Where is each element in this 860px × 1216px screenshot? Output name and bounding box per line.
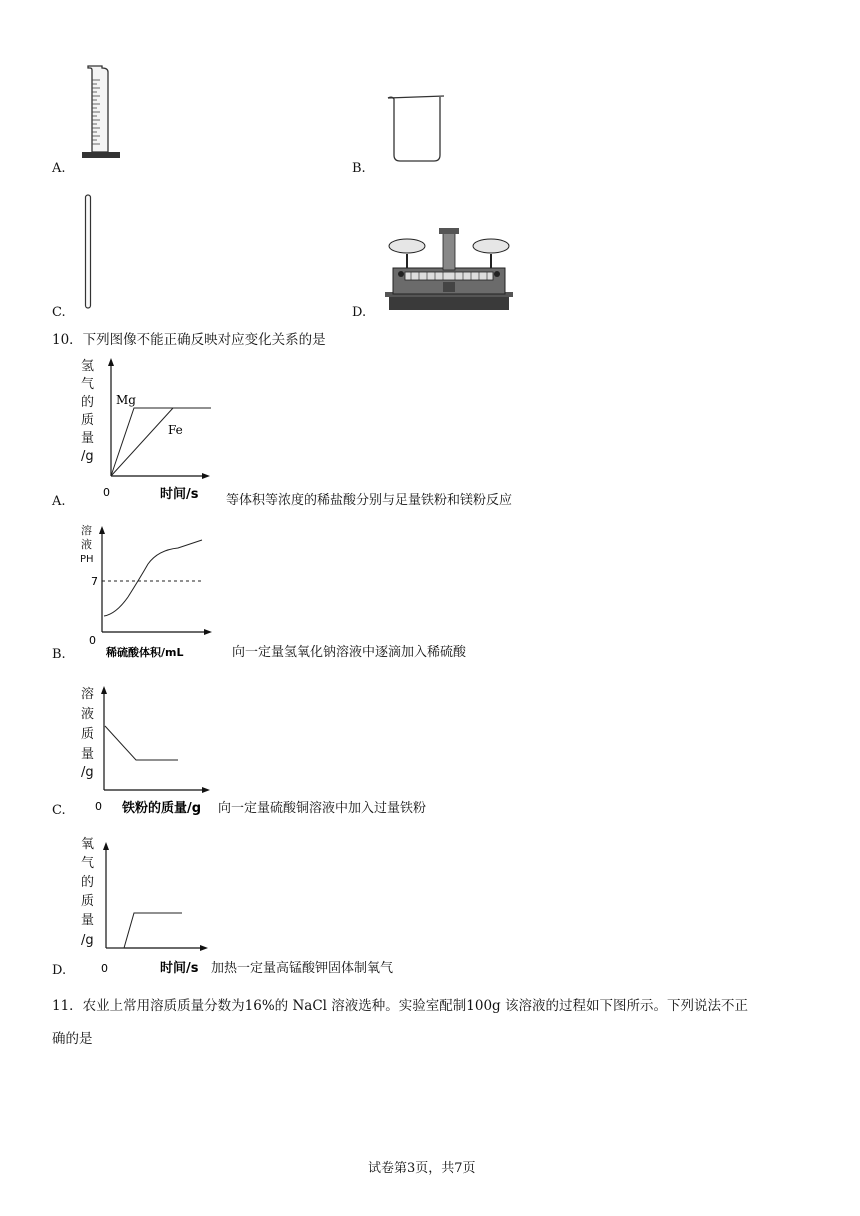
question-10-stem: 10．下列图像不能正确反映对应变化关系的是 bbox=[52, 332, 326, 348]
graph-b-xlabel: 稀硫酸体积/mL bbox=[106, 646, 184, 659]
graph-b-ref-tick: 7 bbox=[91, 575, 98, 588]
graph-c-xlabel: 铁粉的质量/g bbox=[122, 801, 202, 816]
graph-a-ylabel-4: 质 bbox=[81, 413, 95, 428]
page-footer: 试卷第3页，共7页 bbox=[368, 1161, 476, 1176]
graph-a-ylabel-5: 量 bbox=[81, 431, 95, 446]
option-a-label: A. bbox=[52, 161, 66, 176]
graph-b-y-arrow bbox=[99, 526, 105, 534]
graph-b-ylabel-1: 溶 bbox=[81, 524, 92, 537]
graph-b-x-arrow bbox=[204, 629, 212, 635]
graph-b-ylabel-3: PH bbox=[80, 554, 94, 565]
graph-c-y-arrow bbox=[101, 686, 107, 694]
graph-b-ph-curve bbox=[104, 540, 202, 616]
q10-option-b-label: B. bbox=[52, 647, 66, 662]
graph-d-ylabel-4: 质 bbox=[81, 894, 95, 909]
graph-a-ylabel bbox=[81, 359, 94, 464]
graph-c-origin: 0 bbox=[95, 800, 102, 813]
q10-option-a-desc: 等体积等浓度的稀盐酸分别与足量铁粉和镁粉反应 bbox=[226, 493, 513, 508]
graph-c-ylabel-1: 溶 bbox=[81, 687, 95, 702]
graph-d-y-arrow bbox=[103, 842, 109, 850]
graph-a-ylabel-2: 气 bbox=[81, 377, 95, 392]
graph-d-x-arrow bbox=[200, 945, 208, 951]
q10-option-c-desc: 向一定量硫酸铜溶液中加入过量铁粉 bbox=[218, 801, 427, 816]
q10-option-a-label: A. bbox=[52, 494, 66, 509]
graph-a-xlabel: 时间/s bbox=[160, 487, 199, 502]
graph-a-ylabel-6: /g bbox=[81, 449, 94, 464]
option-d-label: D. bbox=[352, 305, 367, 320]
graph-c bbox=[78, 682, 218, 818]
beaker-icon bbox=[386, 95, 448, 163]
graph-c-ylabel-3: 质 bbox=[81, 727, 95, 742]
graduated-cylinder-icon bbox=[80, 66, 124, 162]
graph-d-ylabel-1: 氧 bbox=[81, 837, 95, 852]
graph-a bbox=[78, 356, 218, 502]
graph-c-ylabel-2: 液 bbox=[81, 707, 95, 722]
glass-rod-icon bbox=[84, 194, 94, 310]
graph-a-origin: 0 bbox=[103, 486, 110, 499]
q10-option-b-desc: 向一定量氢氧化钠溶液中逐滴加入稀硫酸 bbox=[232, 645, 467, 660]
graph-d-xlabel: 时间/s bbox=[160, 961, 199, 976]
graph-a-fe-label: Fe bbox=[168, 423, 183, 437]
option-c-label: C. bbox=[52, 305, 66, 320]
graph-d-oxygen-line bbox=[106, 913, 182, 948]
graph-c-mass-line bbox=[105, 726, 178, 760]
graph-b-ylabel-2: 液 bbox=[81, 538, 92, 551]
q10-option-c-label: C. bbox=[52, 803, 66, 818]
graph-a-y-arrow bbox=[108, 358, 114, 366]
graph-c-ylabel-5: /g bbox=[81, 765, 94, 780]
graph-d bbox=[78, 834, 218, 978]
graph-c-x-arrow bbox=[202, 787, 210, 793]
option-b-label: B. bbox=[352, 161, 366, 176]
q10-option-d-label: D. bbox=[52, 963, 67, 978]
graph-c-ylabel-4: 量 bbox=[81, 747, 95, 762]
graph-a-ylabel-3: 的 bbox=[81, 395, 95, 410]
graph-d-ylabel-6: /g bbox=[81, 933, 94, 948]
graph-d-origin: 0 bbox=[101, 962, 108, 975]
question-11-line-1: 11．农业上常用溶质质量分数为16%的 NaCl 溶液选种。实验室配制100g 该溶液的过程如下图所示。下列说法不正 bbox=[52, 998, 748, 1014]
graph-d-ylabel-3: 的 bbox=[81, 875, 95, 890]
graph-d-ylabel-2: 气 bbox=[81, 856, 95, 871]
q10-option-d-desc: 加热一定量高锰酸钾固体制氧气 bbox=[211, 961, 394, 976]
graph-a-ylabel-1: 氢 bbox=[81, 359, 95, 374]
graph-b-origin: 0 bbox=[89, 634, 96, 647]
graph-d-ylabel-5: 量 bbox=[81, 913, 95, 928]
graph-a-mg-line bbox=[111, 408, 211, 476]
graph-a-mg-label: Mg bbox=[116, 393, 136, 407]
graph-a-x-arrow bbox=[202, 473, 210, 479]
graph-a-fe-line bbox=[111, 408, 173, 476]
question-11-line-2: 确的是 bbox=[52, 1031, 93, 1047]
graph-b bbox=[78, 522, 228, 660]
balance-scale-icon bbox=[383, 226, 515, 314]
